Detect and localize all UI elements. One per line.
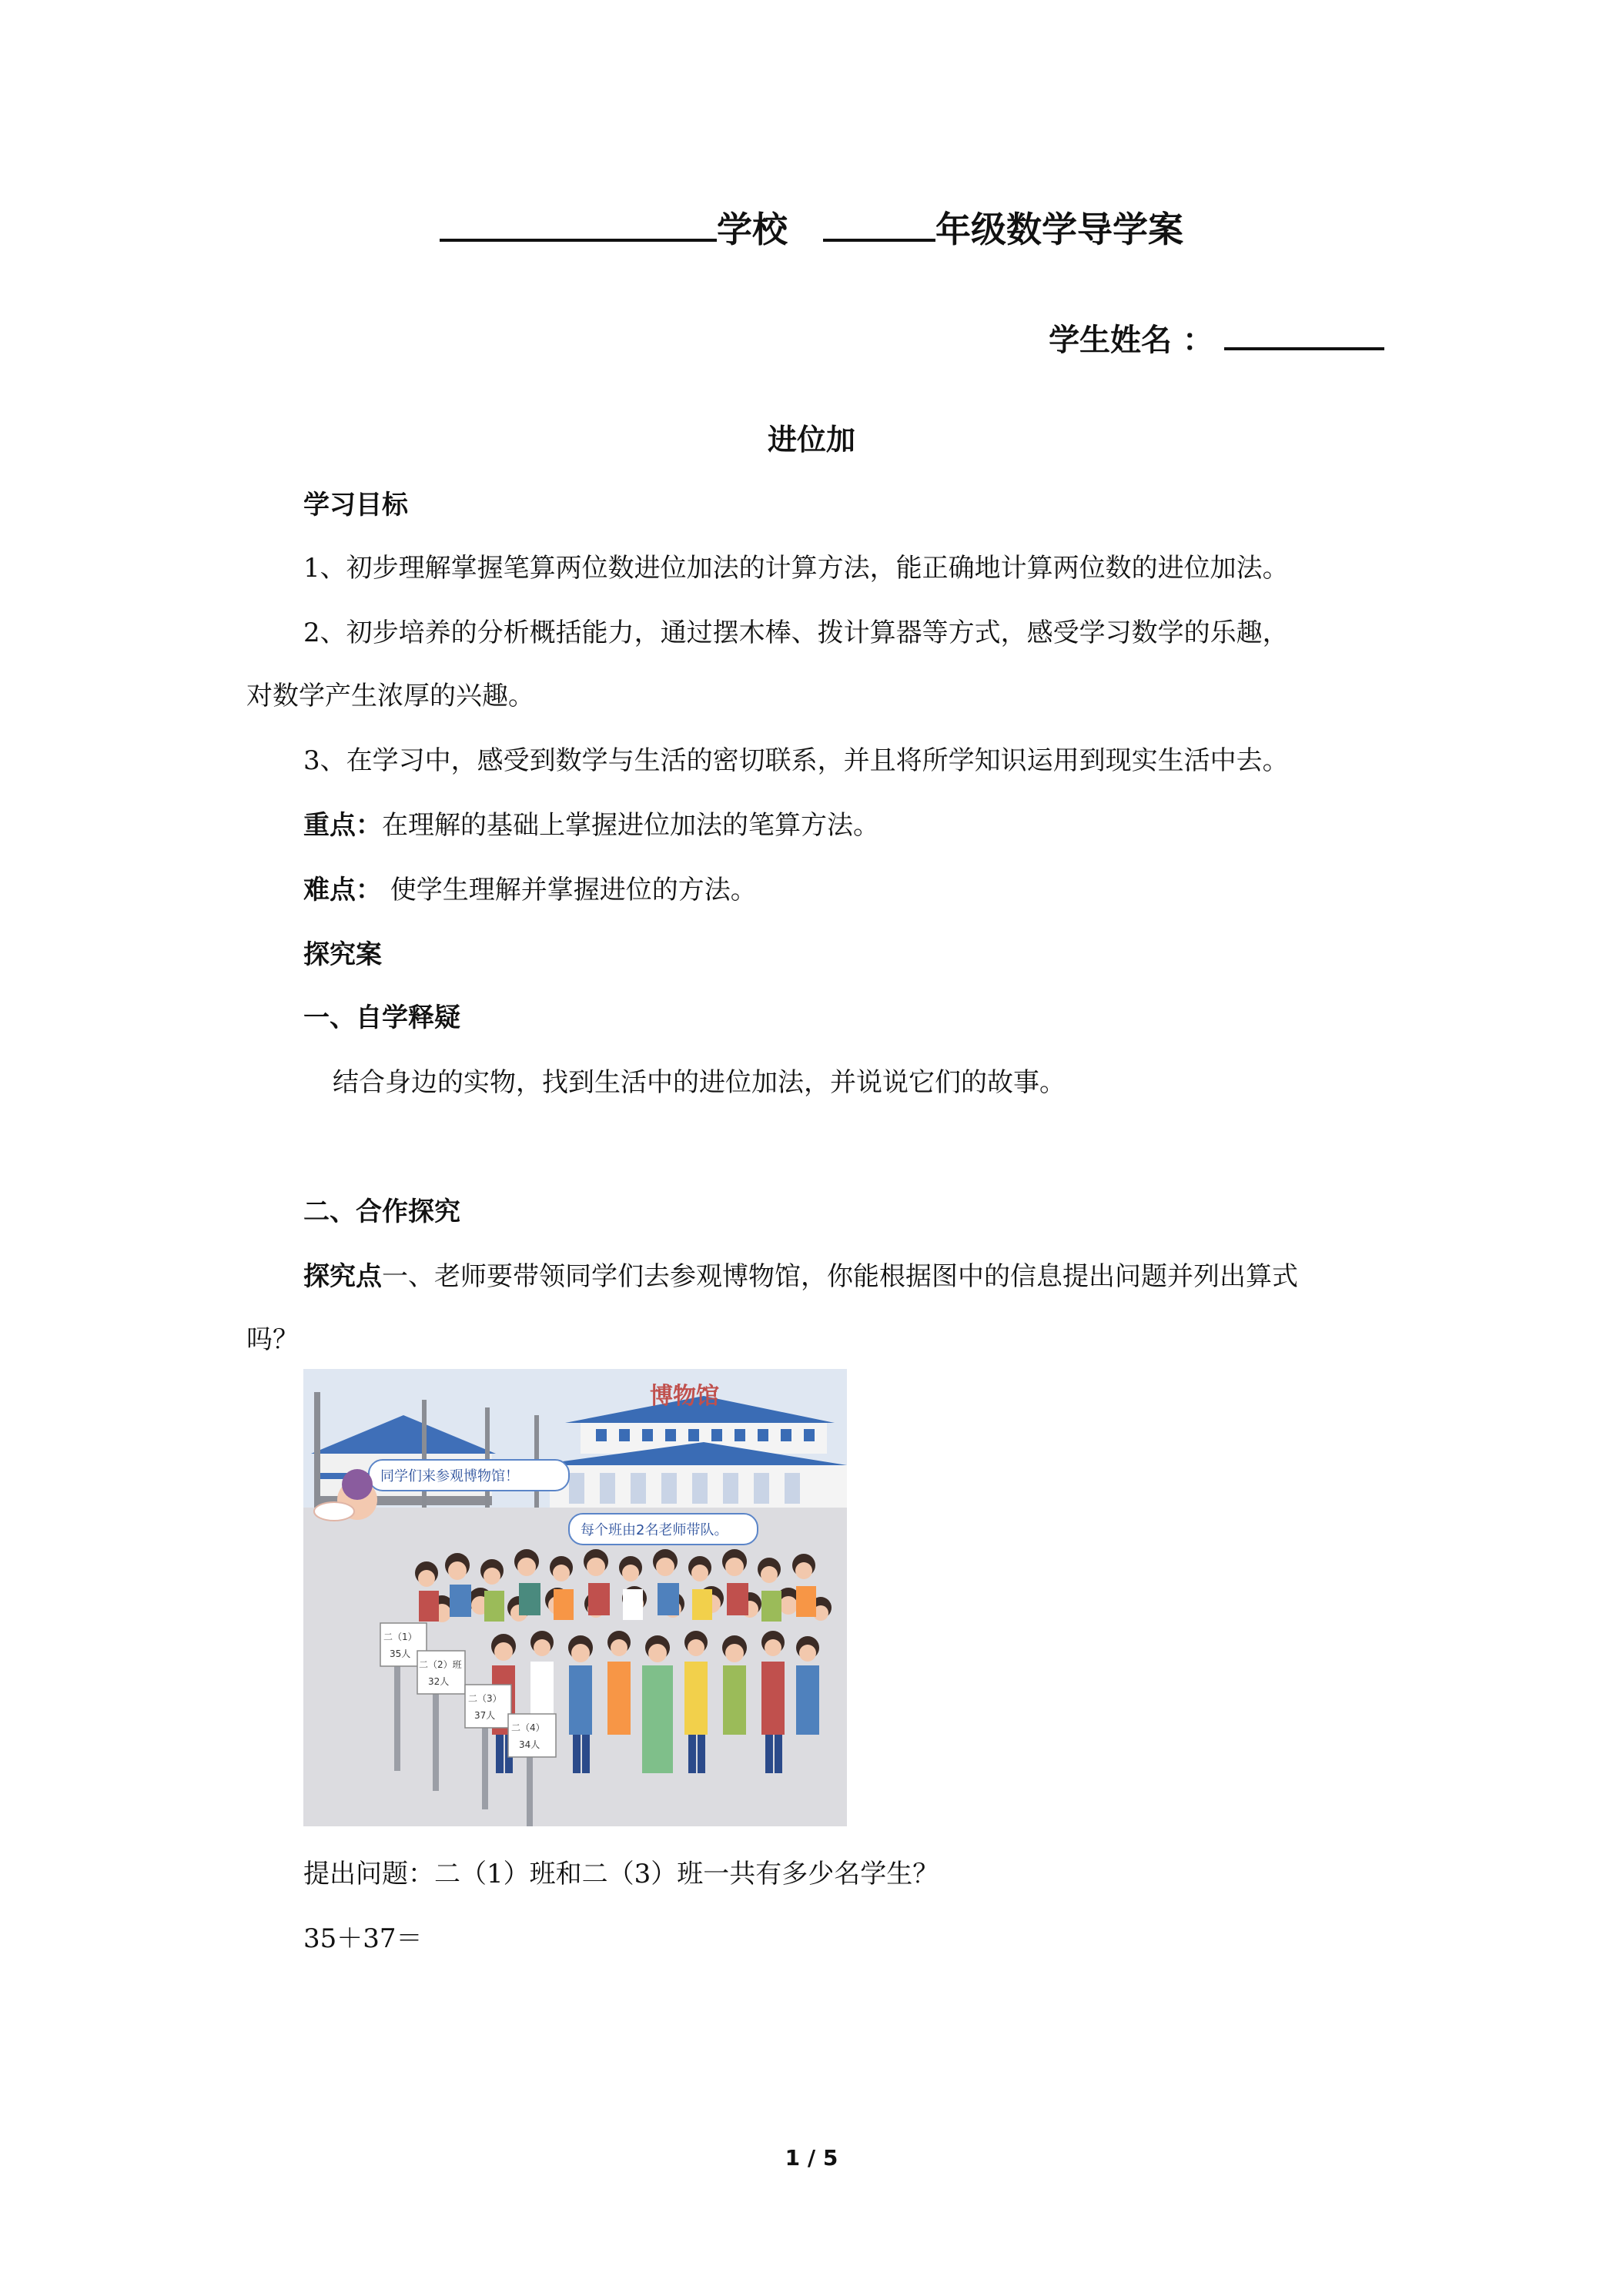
explore-point-cont: 吗？ <box>246 1324 299 1355</box>
explore-point-label: 探究点 <box>303 1261 382 1292</box>
student-name-row <box>1049 316 1384 360</box>
class-sign-3-class: 二（3） <box>468 1693 502 1704</box>
goal-item-2-cont: 对数学产生浓厚的兴趣。 <box>246 681 534 711</box>
difficulty-label: 难点： <box>303 875 382 905</box>
section2-heading: 二、合作探究 <box>303 1197 460 1227</box>
school-blank[interactable] <box>440 208 717 242</box>
explore-point-text: 一、老师要带领同学们去参观博物馆，你能根据图中的信息提出问题并列出算式 <box>382 1261 1298 1292</box>
grade-title: 年级数学导学案 <box>935 209 1183 250</box>
class-sign-1-class: 二（1） <box>383 1632 417 1642</box>
speech-bubble-2: 每个班由2名老师带队。 <box>581 1522 728 1538</box>
grade-blank[interactable] <box>823 208 935 242</box>
explore-point <box>303 1255 1298 1293</box>
goals-heading: 学习目标 <box>303 490 408 520</box>
museum-scene <box>303 1369 847 1826</box>
key-point-label: 重点： <box>303 810 382 841</box>
goal-item-2: 2、初步培养的分析概括能力，通过摆木棒、拨计算器等方式，感受学习数学的乐趣， <box>303 618 1289 648</box>
difficulty-point <box>303 869 757 906</box>
difficulty-text: 使学生理解并掌握进位的方法。 <box>382 875 757 905</box>
question-prompt: 提出问题：二（1）班和二（3）班一共有多少名学生？ <box>303 1859 939 1889</box>
student-name-label: 学生姓名 ： <box>1049 323 1213 358</box>
key-point-text: 在理解的基础上掌握进位加法的笔算方法。 <box>382 810 879 841</box>
section1-text: 结合身边的实物，找到生活中的进位加法，并说说它们的故事。 <box>333 1067 1066 1098</box>
goal-item-3: 3、在学习中，感受到数学与生活的密切联系，并且将所学知识运用到现实生活中去。 <box>303 745 1289 776</box>
speech-bubble-1: 同学们来参观博物馆！ <box>380 1468 519 1484</box>
museum-illustration <box>303 1369 847 1826</box>
class-sign-2-count: 32人 <box>428 1676 450 1687</box>
section1-heading: 一、自学释疑 <box>303 1002 460 1033</box>
student-name-blank[interactable] <box>1224 320 1384 350</box>
explore-heading: 探究案 <box>303 939 382 970</box>
class-sign-1-count: 35人 <box>390 1648 411 1659</box>
class-sign-3-count: 37人 <box>474 1710 496 1721</box>
equation: 35＋37＝ <box>303 1923 423 1954</box>
goal-item-1: 1、初步理解掌握笔算两位数进位加法的计算方法，能正确地计算两位数的进位加法。 <box>303 553 1289 584</box>
page-indicator: 1 / 5 <box>785 2145 838 2170</box>
key-point <box>303 804 879 842</box>
class-sign-2-class: 二（2）班 <box>419 1659 462 1670</box>
building-sign: 博物馆 <box>650 1383 719 1410</box>
school-suffix: 学校 <box>717 209 788 250</box>
class-sign-4-class: 二（4） <box>511 1722 545 1733</box>
class-sign-4-count: 34人 <box>519 1739 540 1750</box>
lesson-title: 进位加 <box>767 423 855 457</box>
document-title <box>0 202 1623 253</box>
